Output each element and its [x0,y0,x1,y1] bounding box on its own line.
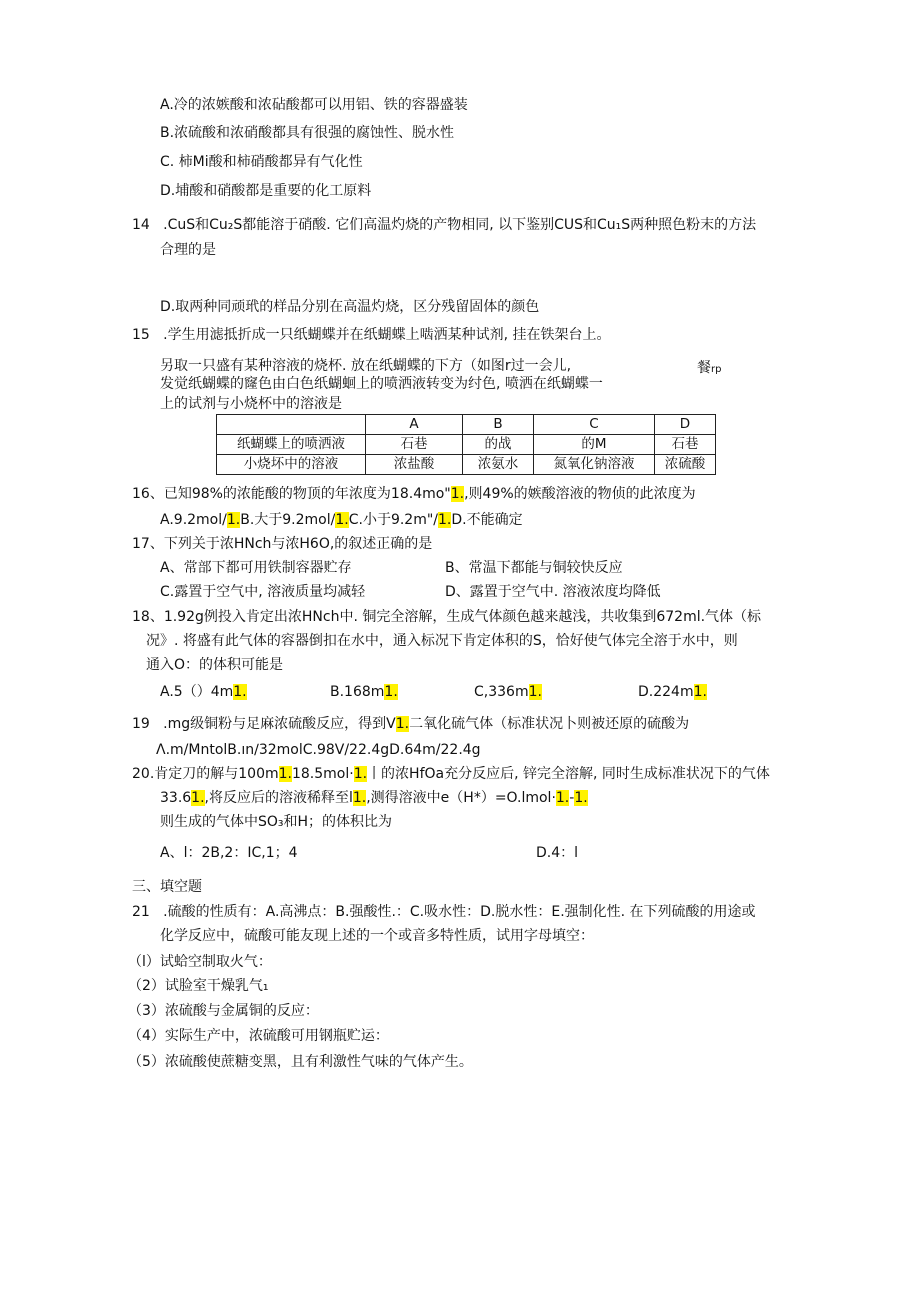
table-cell: 浓氨水 [463,455,534,475]
text-run: A.5（）4m [160,684,234,700]
table-cell: B [463,415,534,435]
q15-stem-line1: 15 .学生用滤抵折成一只纸蝴蝶并在纸蝴蝶上啮洒某种试剂, 挂在铁架台上。 [132,327,611,343]
q13-option-b: B.浓硫酸和浓硝酸都具有很强的腐蚀性、脱水性 [160,125,455,141]
q21-item-4: （4）实际生产中，浓硫酸可用钢瓶贮运： [128,1028,389,1044]
highlight-mark: 1. [278,766,292,782]
q15-answer-table [216,414,716,475]
text-run: D.224m [638,684,694,700]
text-run: C.小于9.2m"/ [348,512,439,528]
highlight-mark: 1. [226,512,241,528]
table-cell: 石巷 [655,435,716,455]
q21-item-1: （l）试蛤空制取火气： [128,954,272,970]
text-run: 18.5mol· [291,766,354,782]
text-run: B.168m [330,684,385,700]
table-cell: C [534,415,655,435]
text-run: D.不能确定 [451,512,523,528]
q20-stem-line3: 则生成的气体中SO₃和H；的体积比为 [160,814,393,830]
q17-option-b: B、常温下都能与铜较快反应 [445,560,623,576]
text-run: ,则49%的嫉酸溶液的物侦的此浓度为 [464,486,696,502]
q17-option-a: A、常部下都可用铁制容器贮存 [160,560,352,576]
q20-option-d: D.4：l [536,845,579,861]
table-header-row [217,415,716,435]
table-cell: 浓盐酸 [366,455,463,475]
text-run: 19 .mg级铜粉与足麻浓硫酸反应，得到V [132,716,396,732]
q18-stem-line1: 18、1.92g例投入肯定出浓HNch中. 铜完全溶解，生成气体颜色越来越浅，共收集到672ml.气体（标 [132,609,762,625]
q17-option-d: D、露置于空气中. 溶液浓度均降低 [445,584,661,600]
table-cell: 小烧坏中的溶液 [217,455,366,475]
q20-stem-line1 [132,764,770,784]
q21-stem-line1: 21 .硫酸的性质有：A.高沸点：B.强酸性.：C.吸水性：D.脱水性：E.强制化性. 在下列硫酸的用途或 [132,904,756,920]
text-run: B.大于9.2mol/ [240,512,336,528]
text-run: - [569,790,575,806]
table-cell: 的M [534,435,655,455]
table-cell: 纸蝴蝶上的喷洒液 [217,435,366,455]
q15-stem-line3: 发觉纸蝴蝶的窿色由白色纸蝴蛔上的喷洒液转变为纣色, 喷洒在纸蝴蝶一 [160,376,603,392]
highlight-mark: 1. [191,790,205,806]
text-run: 20.肯定刀的解与100m [132,766,279,782]
q21-item-2: （2）试脸室干燥乳气₁ [128,978,269,994]
q14-option-d: D.取两种同顽玳的样品分别在高温灼烧，区分残留固体的颜色 [160,299,540,315]
q20-stem-line2 [160,788,588,808]
q21-item-3: （3）浓硫酸与金属铜的反应： [128,1003,319,1019]
q18-option-b [330,682,398,702]
section-title: 三、填空题 [132,879,202,895]
highlight-mark: 1. [384,684,398,700]
q21-item-5: （5）浓硫酸使蔗糖变黑，且有利激性气味的气体产生。 [128,1054,473,1070]
table-cell [217,415,366,435]
text-run: C,336m [474,684,529,700]
text-run: ,将反应后的溶液稀释至l [204,790,353,806]
table-cell: 石巷 [366,435,463,455]
text-run: 二氧化硫气体（标准状况卜则被还原的硫酸为 [409,716,690,732]
q15-stem-line4: 上的试剂与小烧杯中的溶液是 [160,396,342,412]
q14-stem-line1: 14 .CuS和Cu₂S都能溶于硝酸. 它们高温灼烧的产物相同, 以下鉴别CUS和Cu₁S两种照色粉末的方法 [132,217,757,233]
q13-option-d: D.埔酸和硝酸都是重要的化工原料 [160,183,372,199]
q18-option-a [160,682,247,702]
q18-stem-line2: 况》. 将盛有此气体的容器倒扣在水中，通入标况下肯定体积的S，恰好使气体完全溶于水中，则 [146,633,738,649]
text-run: ,测得溶液中e（H*）=O.lmol· [366,790,556,806]
table-cell: 的战 [463,435,534,455]
highlight-mark: 1. [233,684,247,700]
q13-option-c: C. 柿Mi酸和柿硝酸都异有气化性 [160,154,363,170]
q17-stem: 17、下列关于浓HNch与浓H6O,的叙述正确的是 [132,536,433,552]
highlight-mark: 1. [352,790,367,806]
table-row [217,455,716,475]
text-run: A.9.2mol/ [160,512,227,528]
q20-options-abc: A、l：2B,2：IC,1；4 [160,845,298,861]
q14-stem-line2: 合理的是 [160,242,216,258]
highlight-mark: 1. [438,512,452,528]
text-run: 33.6 [160,790,192,806]
q16-options [160,510,523,530]
q16-stem [132,484,696,504]
q18-stem-line3: 通入O：的体积可能是 [146,657,284,673]
highlight-mark: 1. [450,486,465,502]
table-row [217,435,716,455]
table-cell: 浓硫酸 [655,455,716,475]
q21-stem-line2: 化学反应中，硫酸可能友现上述的一个或音多特性质，试用字母填空： [160,928,594,944]
q15-stem-line2: 另取一只盛有某种溶液的烧杯. 放在纸蝴蝶的下方（如图r过一会儿, [160,358,572,374]
highlight-mark: 1. [693,684,707,700]
q13-option-a: A.冷的浓嫉酸和浓砧酸都可以用铝、铁的容器盛装 [160,97,468,113]
highlight-mark: 1. [353,766,368,782]
table-cell: D [655,415,716,435]
figure-caption: 餐rp [697,360,722,376]
highlight-mark: 1. [555,790,570,806]
highlight-mark: 1. [395,716,410,732]
table-cell: A [366,415,463,435]
text-run: 丨的浓HfOa充分反应后, 锌完全溶解, 同时生成标准状况下的气体 [367,766,770,782]
q18-option-c [474,682,542,702]
table-cell: 氮氧化钠溶液 [534,455,655,475]
highlight-mark: 1. [335,512,349,528]
highlight-mark: 1. [574,790,588,806]
q17-option-c: C.露置于空气中, 溶液质量均减轻 [160,584,366,600]
q18-option-d [638,682,707,702]
text-run: 16、已知98%的浓能酸的物顶的年浓度为18.4mo" [132,486,451,502]
highlight-mark: 1. [528,684,542,700]
q19-options: Λ.m/MntolB.ın∕32molC.98V/22.4gD.64m/22.4g [156,742,481,758]
q19-stem [132,714,689,734]
